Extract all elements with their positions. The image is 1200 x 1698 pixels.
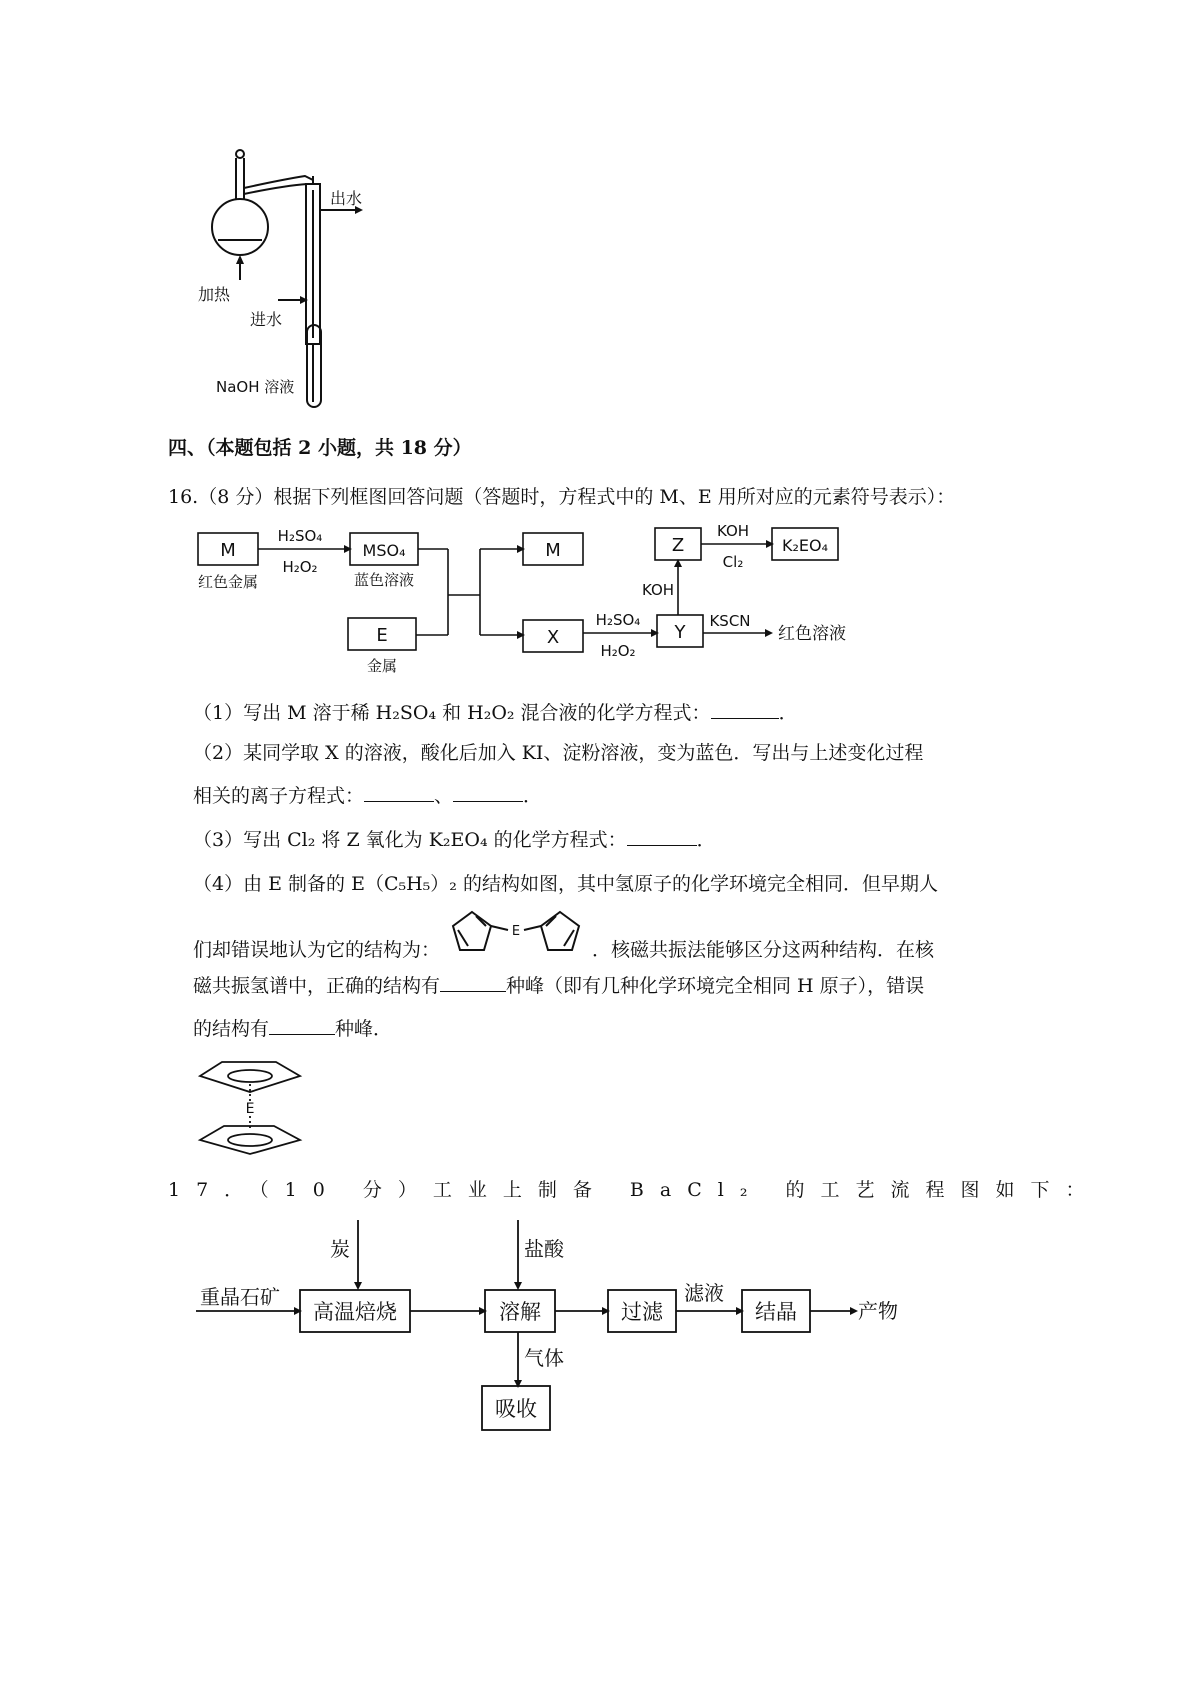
q16-part4-line4 [193,1016,392,1041]
q16-part4-line4-pre: 的结构有 [193,1018,270,1040]
q16-part3-text: （3）写出 Cl₂ 将 Z 氧化为 K₂EO₄ 的化学方程式： [193,829,627,851]
reagent-h2so4-2: H₂SO₄ [595,611,641,629]
box-m1-label: M [220,540,236,561]
label-gas: 气体 [524,1346,564,1370]
q16-part4-line2-post: ．核磁共振法能够区分这两种结构．在核 [592,939,935,961]
input-carbon: 炭 [330,1237,350,1261]
answer-blank[interactable] [453,783,523,802]
box-k2eo4-label: K₂EO₄ [781,536,829,555]
box-e-label: E [376,625,388,646]
label-product: 产物 [858,1299,898,1323]
period: ． [778,702,798,724]
box-m2-label: M [545,540,561,561]
label-filtrate: 滤液 [684,1281,724,1305]
label-water-in: 进水 [250,310,283,329]
reagent-koh-up: KOH [641,581,675,599]
q17-stem: 17．（10 分）工业上制备 BaCl₂ 的工艺流程图如下： [168,1179,1101,1201]
label-naoh: NaOH 溶液 [216,378,295,396]
q16-part4-line3-pre: 磁共振氢谱中，正确的结构有 [193,975,441,997]
box-mso4-label: MSO₄ [362,541,406,560]
box-z-label: Z [671,535,685,556]
answer-blank[interactable] [711,700,779,719]
q16-part3 [193,827,716,852]
reagent-cl2: Cl₂ [722,553,744,571]
box-roast-label: 高温焙烧 [313,1300,397,1324]
box-filter-label: 过滤 [621,1300,663,1324]
q16-part4-line1: （4）由 E 制备的 E（C₅H₅）₂ 的结构如图，其中氢原子的化学环境完全相同．但早期人 [193,873,938,895]
answer-blank[interactable] [269,1016,335,1035]
answer-blank[interactable] [627,827,697,846]
q16-part2-line1: （2）某同学取 X 的溶液，酸化后加入 KI、淀粉溶液，变为蓝色．写出与上述变化过程 [193,742,924,764]
section-heading: 四、（本题包括 2 小题，共 18 分） [168,437,472,459]
label-water-out: 出水 [330,189,363,208]
q16-part4-line3-post: 种峰（即有几种化学环境完全相同 H 原子），错误 [506,975,925,997]
wrong-structure-image [446,904,586,966]
reagent-koh-top: KOH [716,522,750,540]
result-red-solution: 红色溶液 [778,624,846,644]
reagent-h2o2-1: H₂O₂ [282,558,318,576]
separator: 、 [434,785,454,807]
answer-blank[interactable] [440,973,506,992]
input-hcl: 盐酸 [524,1237,564,1261]
answer-blank[interactable] [364,783,434,802]
period: ． [696,829,716,851]
q16-part4-line3 [193,973,924,998]
q16-part1 [193,700,798,725]
wrong-structure-e-label: E [511,924,521,939]
q17-flow-diagram [190,1210,930,1450]
sandwich-e-label: E [245,1101,255,1117]
q16-part4-line2-pre: 们却错误地认为它的结构为： [193,939,441,961]
reagent-h2so4-1: H₂SO₄ [277,527,323,545]
q16-part1-text: （1）写出 M 溶于稀 H₂SO₄ 和 H₂O₂ 混合液的化学方程式： [193,702,711,724]
box-absorb-label: 吸收 [495,1397,537,1421]
box-mso4-caption: 蓝色溶液 [353,571,415,589]
q16-flow-diagram [190,515,880,685]
input-ore: 重晶石矿 [200,1285,280,1309]
box-y-label: Y [674,622,686,643]
label-heat: 加热 [198,285,231,304]
sandwich-structure-image [190,1058,310,1158]
box-dissolve-label: 溶解 [499,1300,541,1324]
q16-part2-text: 相关的离子方程式： [193,785,365,807]
q16-part4-line4-post: 种峰． [335,1018,393,1040]
reagent-kscn: KSCN [709,612,751,630]
reagent-h2o2-2: H₂O₂ [600,642,636,660]
period: ． [523,785,543,807]
q16-stem: 16.（8 分）根据下列框图回答问题（答题时，方程式中的 M、E 用所对应的元素符号表示）： [168,486,956,508]
box-m1-caption: 红色金属 [197,573,259,591]
box-x-label: X [546,627,560,648]
box-e-caption: 金属 [366,657,398,675]
box-crystal-label: 结晶 [755,1300,797,1324]
q16-part2-line2 [193,783,542,808]
distillation-apparatus [190,140,390,420]
